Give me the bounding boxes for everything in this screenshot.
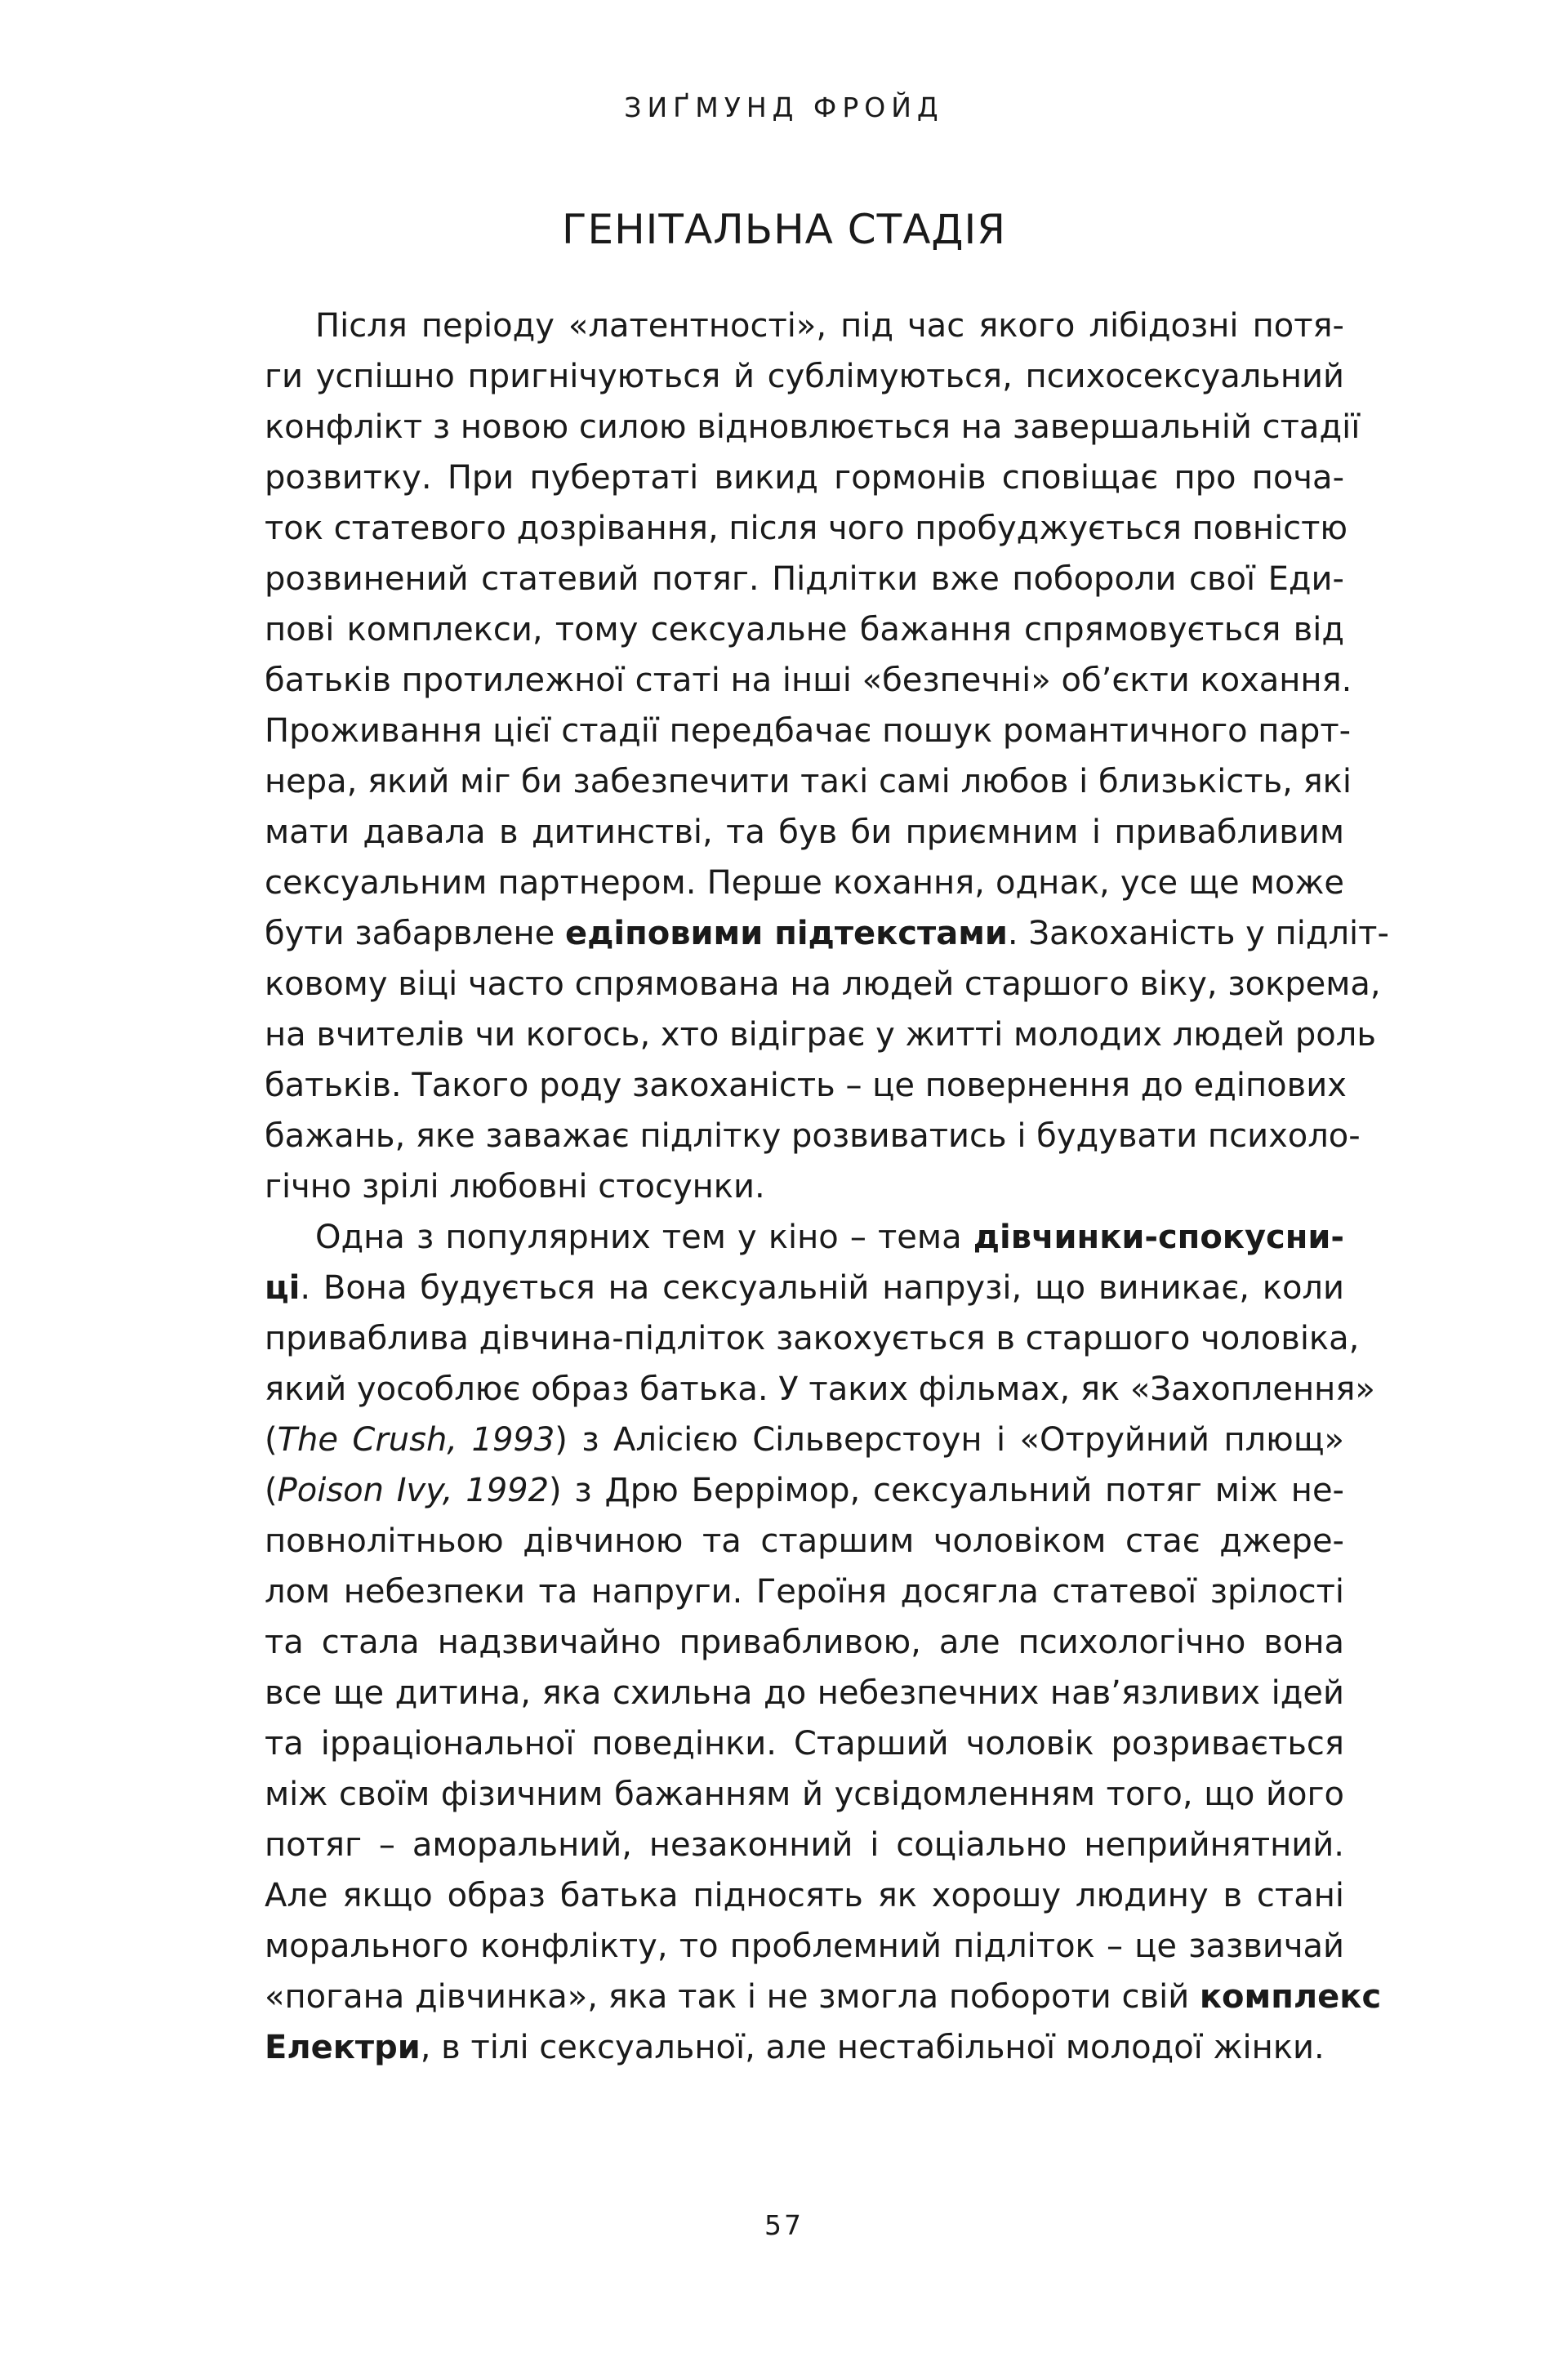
text-line [265,1009,1376,1060]
text-run: ги успішно пригнічуються й сублімуються, психосексуальний [265,358,1344,395]
text-line [265,1212,1344,1263]
text-line [265,301,1344,351]
text-run: все ще дитина, яка схильна до небезпечних нав’язливих ідей [265,1674,1344,1712]
text-line [265,959,1381,1009]
text-run: повнолітньою дівчиною та старшим чоловіком стає джере- [265,1522,1344,1560]
text-run: мати давала в дитинстві, та був би приємним і привабливим [265,813,1344,851]
text-run: розвинений статевий потяг. Підлітки вже побороли свої Еди- [265,560,1344,598]
text-line [265,1516,1344,1566]
bold-term: комплекс [1199,1978,1382,2016]
bold-term: едіповими підтекстами [564,915,1008,952]
running-head: ЗИҐМУНД ФРОЙД [624,91,944,123]
text-line [265,908,1389,959]
text-line [265,1668,1344,1718]
bold-term: дівчинки-спокусни- [973,1219,1344,1256]
text-line [265,1465,1344,1516]
text-line [265,604,1344,655]
text-run: Але якщо образ батька підносять як хорошу людину в стані [265,1877,1344,1914]
text-line [265,1921,1344,1972]
text-line [265,1820,1344,1870]
text-line [265,655,1352,706]
text-run: . Закоханість у підліт- [1007,915,1389,952]
text-run: гічно зрілі любовні стосунки. [265,1168,765,1206]
text-line [265,1111,1361,1161]
text-line [265,402,1361,452]
text-line [265,1972,1382,2022]
text-line [265,1060,1347,1111]
text-run: бути забарвлене [265,915,565,952]
text-run: Проживання цієї стадії передбачає пошук романтичного парт- [265,712,1352,750]
text-line [265,2022,1344,2073]
text-run: ) з Алісією Сільверстоун і «Отруйний плющ» [555,1421,1344,1459]
text-run: та стала надзвичайно привабливою, але психологічно вона [265,1624,1344,1661]
text-line [265,756,1352,807]
text-run: приваблива дівчина-підліток закохується в старшого чоловіка, [265,1320,1360,1357]
text-line [265,554,1344,604]
italic-text: The Crush, 1993 [277,1421,555,1459]
text-line [265,1364,1375,1415]
text-line [265,503,1348,554]
text-line [265,1718,1344,1769]
text-run: батьків протилежної статі на інші «безпечні» об’єкти кохання. [265,662,1352,699]
text-run: батьків. Такого роду закоханість – це повернення до едіпових [265,1067,1347,1104]
paragraph [265,301,1389,1212]
text-run: Одна з популярних тем у кіно – тема [315,1219,973,1256]
text-line [265,1870,1344,1921]
text-run: «погана дівчинка», яка так і не змогла побороти свій [265,1978,1200,2016]
body-text [265,301,1389,2073]
italic-text: Poison Ivy, 1992 [277,1472,550,1509]
text-run: Після періоду «латентності», під час якого лібідозні потя- [315,307,1344,345]
text-run: нера, який міг би забезпечити такі самі любов і близькість, які [265,763,1352,800]
text-line [265,1617,1344,1668]
text-run: . Вона будується на сексуальній напрузі, що виникає, коли [300,1269,1344,1307]
text-line [265,1263,1344,1313]
text-run: , в тілі сексуальної, але нестабільної молодої жінки. [420,2029,1325,2066]
text-run: лом небезпеки та напруги. Героїня досягла статевої зрілості [265,1573,1344,1611]
bold-term: ці [265,1269,301,1307]
text-run: ковому віці часто спрямована на людей старшого віку, зокрема, [265,965,1381,1003]
text-run: розвитку. При пубертаті викид гормонів сповіщає про поча- [265,459,1344,497]
text-line [265,351,1344,402]
text-line [265,1415,1344,1465]
chapter-title: ГЕНІТАЛЬНА СТАДІЯ [562,206,1006,253]
text-run: на вчителів чи когось, хто відіграє у житті молодих людей роль [265,1016,1376,1054]
page-number: 57 [764,2209,804,2241]
text-run: потяг – аморальний, незаконний і соціально неприйнятний. [265,1826,1344,1864]
text-run: між своїм фізичним бажанням й усвідомленням того, що його [265,1776,1344,1813]
bold-term: Електри [265,2029,421,2066]
text-line [265,1566,1344,1617]
text-run: ) з Дрю Беррімор, сексуальний потяг між не- [549,1472,1344,1509]
text-run: ( [265,1421,278,1459]
text-line [265,807,1344,858]
text-run: морального конфлікту, то проблемний підліток – це зазвичай [265,1927,1344,1965]
text-run: пові комплекси, тому сексуальне бажання спрямовується від [265,611,1344,648]
text-line [265,706,1352,756]
text-run: ( [265,1472,278,1509]
text-line [265,452,1344,503]
text-run: який уособлює образ батька. У таких фільмах, як «Захоплення» [265,1370,1375,1408]
text-run: ток статевого дозрівання, після чого пробуджується повністю [265,510,1348,547]
text-line [265,1161,1344,1212]
text-run: бажань, яке заважає підлітку розвиватись і будувати психоло- [265,1117,1361,1155]
text-run: конфлікт з новою силою відновлюється на завершальній стадії [265,408,1361,446]
paragraph [265,1212,1382,2073]
text-line [265,858,1344,908]
text-run: та ірраціональної поведінки. Старший чоловік розривається [265,1725,1344,1763]
text-run: сексуальним партнером. Перше кохання, однак, усе ще може [265,864,1344,902]
text-line [265,1769,1344,1820]
text-line [265,1313,1360,1364]
